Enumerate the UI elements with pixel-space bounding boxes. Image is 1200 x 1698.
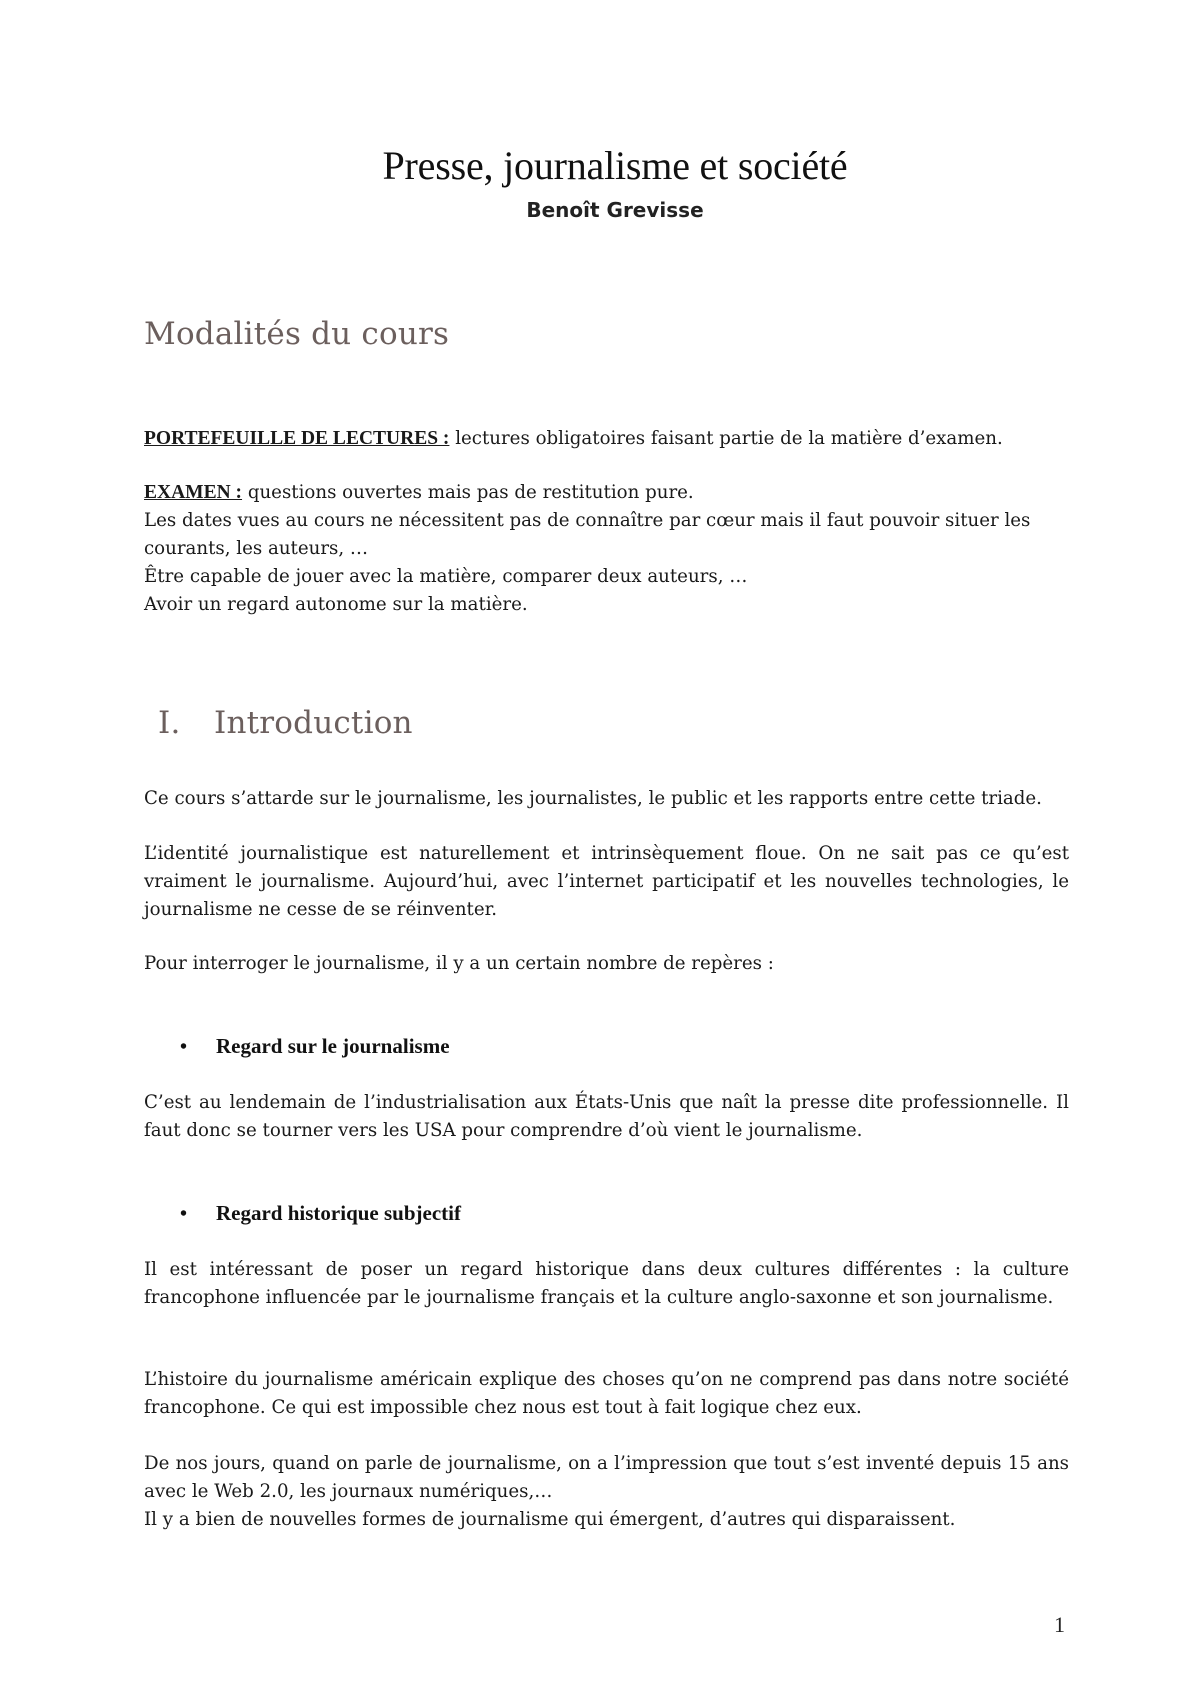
intro-paragraph-4: C’est au lendemain de l’industrialisation aux États-Unis que naît la presse dite professionnelle. Il faut donc se tourner vers les USA pour comprendre d’où vient le journalisme. xyxy=(144,1092,1069,1141)
document-author: Benoît Grevisse xyxy=(526,198,704,222)
intro-paragraph-1: Ce cours s’attarde sur le journalisme, les journalistes, le public et les rapports entre cette triade. xyxy=(144,788,1042,809)
document-title: Presse, journalisme et société xyxy=(382,143,848,188)
examen-line-1: questions ouvertes mais pas de restitution pure. xyxy=(242,482,694,503)
page-number: 1 xyxy=(1054,1612,1065,1637)
examen-line-3: Être capable de jouer avec la matière, comparer deux auteurs, … xyxy=(144,566,748,587)
portefeuille-paragraph xyxy=(144,425,1069,453)
bullet-item xyxy=(180,1201,461,1226)
examen-line-4: Avoir un regard autonome sur la matière. xyxy=(144,594,528,615)
section-title: Introduction xyxy=(214,705,413,741)
bullet-dot-icon: • xyxy=(180,1203,188,1225)
section-number: I. xyxy=(158,705,181,741)
intro-paragraph-5: Il est intéressant de poser un regard historique dans deux cultures différentes : la culture francophone influencée par le journalisme français et la culture anglo-saxonne et son journalisme. xyxy=(144,1259,1069,1308)
intro-paragraph-7-line-1: De nos jours, quand on parle de journalisme, on a l’impression que tout s’est inventé depuis 15 ans avec le Web 2.0, les journaux numériques,… xyxy=(144,1453,1069,1502)
intro-paragraph-3: Pour interroger le journalisme, il y a un certain nombre de repères : xyxy=(144,953,774,974)
examen-label: EXAMEN : xyxy=(144,482,243,503)
bullet-dot-icon: • xyxy=(180,1036,188,1058)
intro-paragraph-6: L’histoire du journalisme américain explique des choses qu’on ne comprend pas dans notre société francophone. Ce qui est impossible chez nous est tout à fait logique chez eux. xyxy=(144,1369,1069,1418)
examen-paragraph xyxy=(144,479,1069,619)
intro-paragraph-7-line-2: Il y a bien de nouvelles formes de journalisme qui émergent, d’autres qui disparaissent. xyxy=(144,1509,956,1530)
examen-line-2: Les dates vues au cours ne nécessitent pas de connaître par cœur mais il faut pouvoir situer les courants, les auteurs, … xyxy=(144,510,1031,559)
bullet-label: Regard historique subjectif xyxy=(216,1201,461,1225)
section-heading-modalites: Modalités du cours xyxy=(144,316,450,352)
bullet-item xyxy=(180,1034,450,1059)
section-heading-introduction xyxy=(144,705,413,741)
bullet-label: Regard sur le journalisme xyxy=(216,1034,450,1058)
intro-paragraph-2: L’identité journalistique est naturellement et intrinsèquement floue. On ne sait pas ce qu’est vraiment le journalisme. Aujourd’hui, avec l’internet participatif et les nouvelles technologies, le journalisme ne cesse de se réinventer. xyxy=(144,843,1069,920)
intro-paragraph-7 xyxy=(144,1450,1069,1534)
portefeuille-text: lectures obligatoires faisant partie de la matière d’examen. xyxy=(449,428,1003,449)
portefeuille-label: PORTEFEUILLE DE LECTURES : xyxy=(144,428,450,449)
